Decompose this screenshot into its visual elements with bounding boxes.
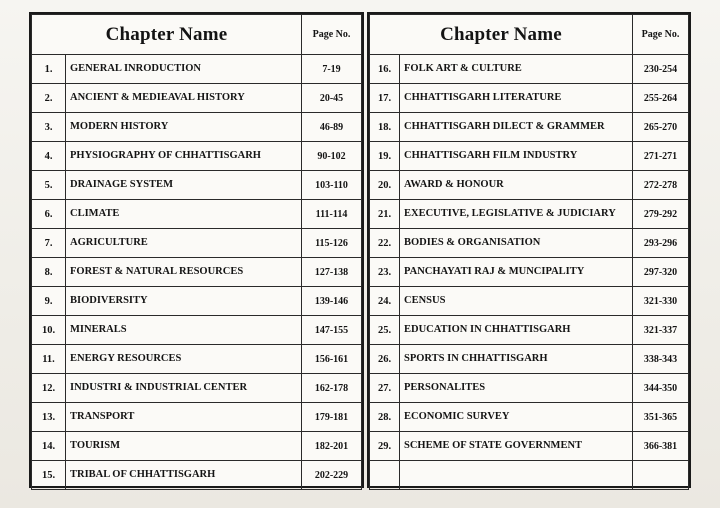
chapter-title: TRANSPORT (66, 403, 302, 432)
chapter-page-range: 255-264 (633, 84, 689, 113)
chapter-title: EDUCATION IN CHHATTISGARH (400, 316, 633, 345)
chapter-number: 27. (370, 374, 400, 403)
chapter-number: 8. (32, 258, 66, 287)
chapter-title: AGRICULTURE (66, 229, 302, 258)
chapter-number: 5. (32, 171, 66, 200)
chapter-title: MINERALS (66, 316, 302, 345)
contents-table-left (29, 12, 364, 488)
chapter-page-range: 147-155 (302, 316, 362, 345)
chapter-page-range: 344-350 (633, 374, 689, 403)
chapter-title: GENERAL INRODUCTION (66, 55, 302, 84)
chapter-row (370, 403, 689, 432)
chapter-title: BODIES & ORGANISATION (400, 229, 633, 258)
left-table-body (32, 55, 362, 490)
chapter-number: 9. (32, 287, 66, 316)
chapter-row (32, 229, 362, 258)
chapter-title: FOREST & NATURAL RESOURCES (66, 258, 302, 287)
chapter-number: 22. (370, 229, 400, 258)
chapter-row (32, 200, 362, 229)
chapter-number: 28. (370, 403, 400, 432)
chapter-title: TOURISM (66, 432, 302, 461)
chapter-row (32, 142, 362, 171)
chapter-number: 4. (32, 142, 66, 171)
chapter-row (32, 461, 362, 490)
chapter-number: 29. (370, 432, 400, 461)
right-header-row (370, 15, 689, 55)
chapter-title: INDUSTRI & INDUSTRIAL CENTER (66, 374, 302, 403)
chapter-page-range: 279-292 (633, 200, 689, 229)
chapter-page-range: 127-138 (302, 258, 362, 287)
chapter-row (32, 316, 362, 345)
chapter-number: 10. (32, 316, 66, 345)
chapter-row (370, 113, 689, 142)
chapter-page-range: 115-126 (302, 229, 362, 258)
chapter-title: PANCHAYATI RAJ & MUNCIPALITY (400, 258, 633, 287)
chapter-number: 19. (370, 142, 400, 171)
chapter-number: 3. (32, 113, 66, 142)
chapter-row (32, 171, 362, 200)
chapter-row (32, 113, 362, 142)
chapter-title: FOLK ART & CULTURE (400, 55, 633, 84)
chapter-row (370, 55, 689, 84)
chapter-title: EXECUTIVE, LEGISLATIVE & JUDICIARY (400, 200, 633, 229)
chapter-row (370, 287, 689, 316)
chapter-page-range: 321-337 (633, 316, 689, 345)
chapter-row (370, 84, 689, 113)
contents-table-right (367, 12, 691, 488)
chapter-page-range: 293-296 (633, 229, 689, 258)
chapter-title: AWARD & HONOUR (400, 171, 633, 200)
chapter-title: CLIMATE (66, 200, 302, 229)
chapter-title (400, 461, 633, 490)
chapter-title: CENSUS (400, 287, 633, 316)
chapter-page-range: 179-181 (302, 403, 362, 432)
chapter-row (32, 403, 362, 432)
chapter-page-range: 111-114 (302, 200, 362, 229)
chapter-number: 14. (32, 432, 66, 461)
chapter-page-range: 182-201 (302, 432, 362, 461)
page-no-header: Page No. (302, 15, 362, 55)
chapter-number: 21. (370, 200, 400, 229)
chapter-page-range (633, 461, 689, 490)
chapter-row (32, 55, 362, 84)
chapter-page-range: 90-102 (302, 142, 362, 171)
chapter-name-header: Chapter Name (32, 15, 302, 55)
chapter-number: 18. (370, 113, 400, 142)
chapter-page-range: 162-178 (302, 374, 362, 403)
chapter-number: 24. (370, 287, 400, 316)
chapter-row (32, 345, 362, 374)
chapter-title: SPORTS IN CHHATTISGARH (400, 345, 633, 374)
chapter-title: ANCIENT & MEDIEAVAL HISTORY (66, 84, 302, 113)
chapter-page-range: 271-271 (633, 142, 689, 171)
chapter-row (370, 432, 689, 461)
chapter-title: ENERGY RESOURCES (66, 345, 302, 374)
chapter-page-range: 366-381 (633, 432, 689, 461)
chapter-number: 17. (370, 84, 400, 113)
chapter-row (370, 258, 689, 287)
chapter-title: BIODIVERSITY (66, 287, 302, 316)
chapter-number (370, 461, 400, 490)
chapter-number: 6. (32, 200, 66, 229)
chapter-page-range: 272-278 (633, 171, 689, 200)
chapter-title: CHHATTISGARH DILECT & GRAMMER (400, 113, 633, 142)
chapter-number: 11. (32, 345, 66, 374)
chapter-page-range: 202-229 (302, 461, 362, 490)
chapter-title: ECONOMIC SURVEY (400, 403, 633, 432)
chapter-page-range: 351-365 (633, 403, 689, 432)
chapter-row (370, 171, 689, 200)
chapter-number: 20. (370, 171, 400, 200)
chapter-row (370, 374, 689, 403)
right-table-body (370, 55, 689, 490)
chapter-title: SCHEME OF STATE GOVERNMENT (400, 432, 633, 461)
chapter-name-header: Chapter Name (370, 15, 633, 55)
right-table (369, 14, 689, 490)
chapter-number: 16. (370, 55, 400, 84)
chapter-number: 15. (32, 461, 66, 490)
chapter-number: 25. (370, 316, 400, 345)
chapter-title: CHHATTISGARH LITERATURE (400, 84, 633, 113)
chapter-row (32, 287, 362, 316)
chapter-title: DRAINAGE SYSTEM (66, 171, 302, 200)
chapter-number: 13. (32, 403, 66, 432)
page-no-header: Page No. (633, 15, 689, 55)
chapter-row (32, 84, 362, 113)
chapter-row (370, 142, 689, 171)
chapter-number: 26. (370, 345, 400, 374)
chapter-page-range: 139-146 (302, 287, 362, 316)
left-table (31, 14, 362, 490)
chapter-title: CHHATTISGARH FILM INDUSTRY (400, 142, 633, 171)
chapter-row (32, 258, 362, 287)
chapter-page-range: 297-320 (633, 258, 689, 287)
chapter-title: PERSONALITES (400, 374, 633, 403)
chapter-page-range: 46-89 (302, 113, 362, 142)
chapter-page-range: 20-45 (302, 84, 362, 113)
left-header-row (32, 15, 362, 55)
chapter-page-range: 265-270 (633, 113, 689, 142)
chapter-row (370, 229, 689, 258)
chapter-title: PHYSIOGRAPHY OF CHHATTISGARH (66, 142, 302, 171)
chapter-row (32, 432, 362, 461)
chapter-number: 7. (32, 229, 66, 258)
chapter-row (370, 461, 689, 490)
chapter-row (370, 345, 689, 374)
chapter-page-range: 230-254 (633, 55, 689, 84)
chapter-number: 2. (32, 84, 66, 113)
chapter-number: 12. (32, 374, 66, 403)
chapter-row (370, 200, 689, 229)
chapter-row (32, 374, 362, 403)
chapter-title: MODERN HISTORY (66, 113, 302, 142)
chapter-page-range: 103-110 (302, 171, 362, 200)
chapter-number: 23. (370, 258, 400, 287)
chapter-row (370, 316, 689, 345)
chapter-page-range: 321-330 (633, 287, 689, 316)
chapter-page-range: 156-161 (302, 345, 362, 374)
chapter-page-range: 7-19 (302, 55, 362, 84)
chapter-number: 1. (32, 55, 66, 84)
chapter-page-range: 338-343 (633, 345, 689, 374)
chapter-title: TRIBAL OF CHHATTISGARH (66, 461, 302, 490)
